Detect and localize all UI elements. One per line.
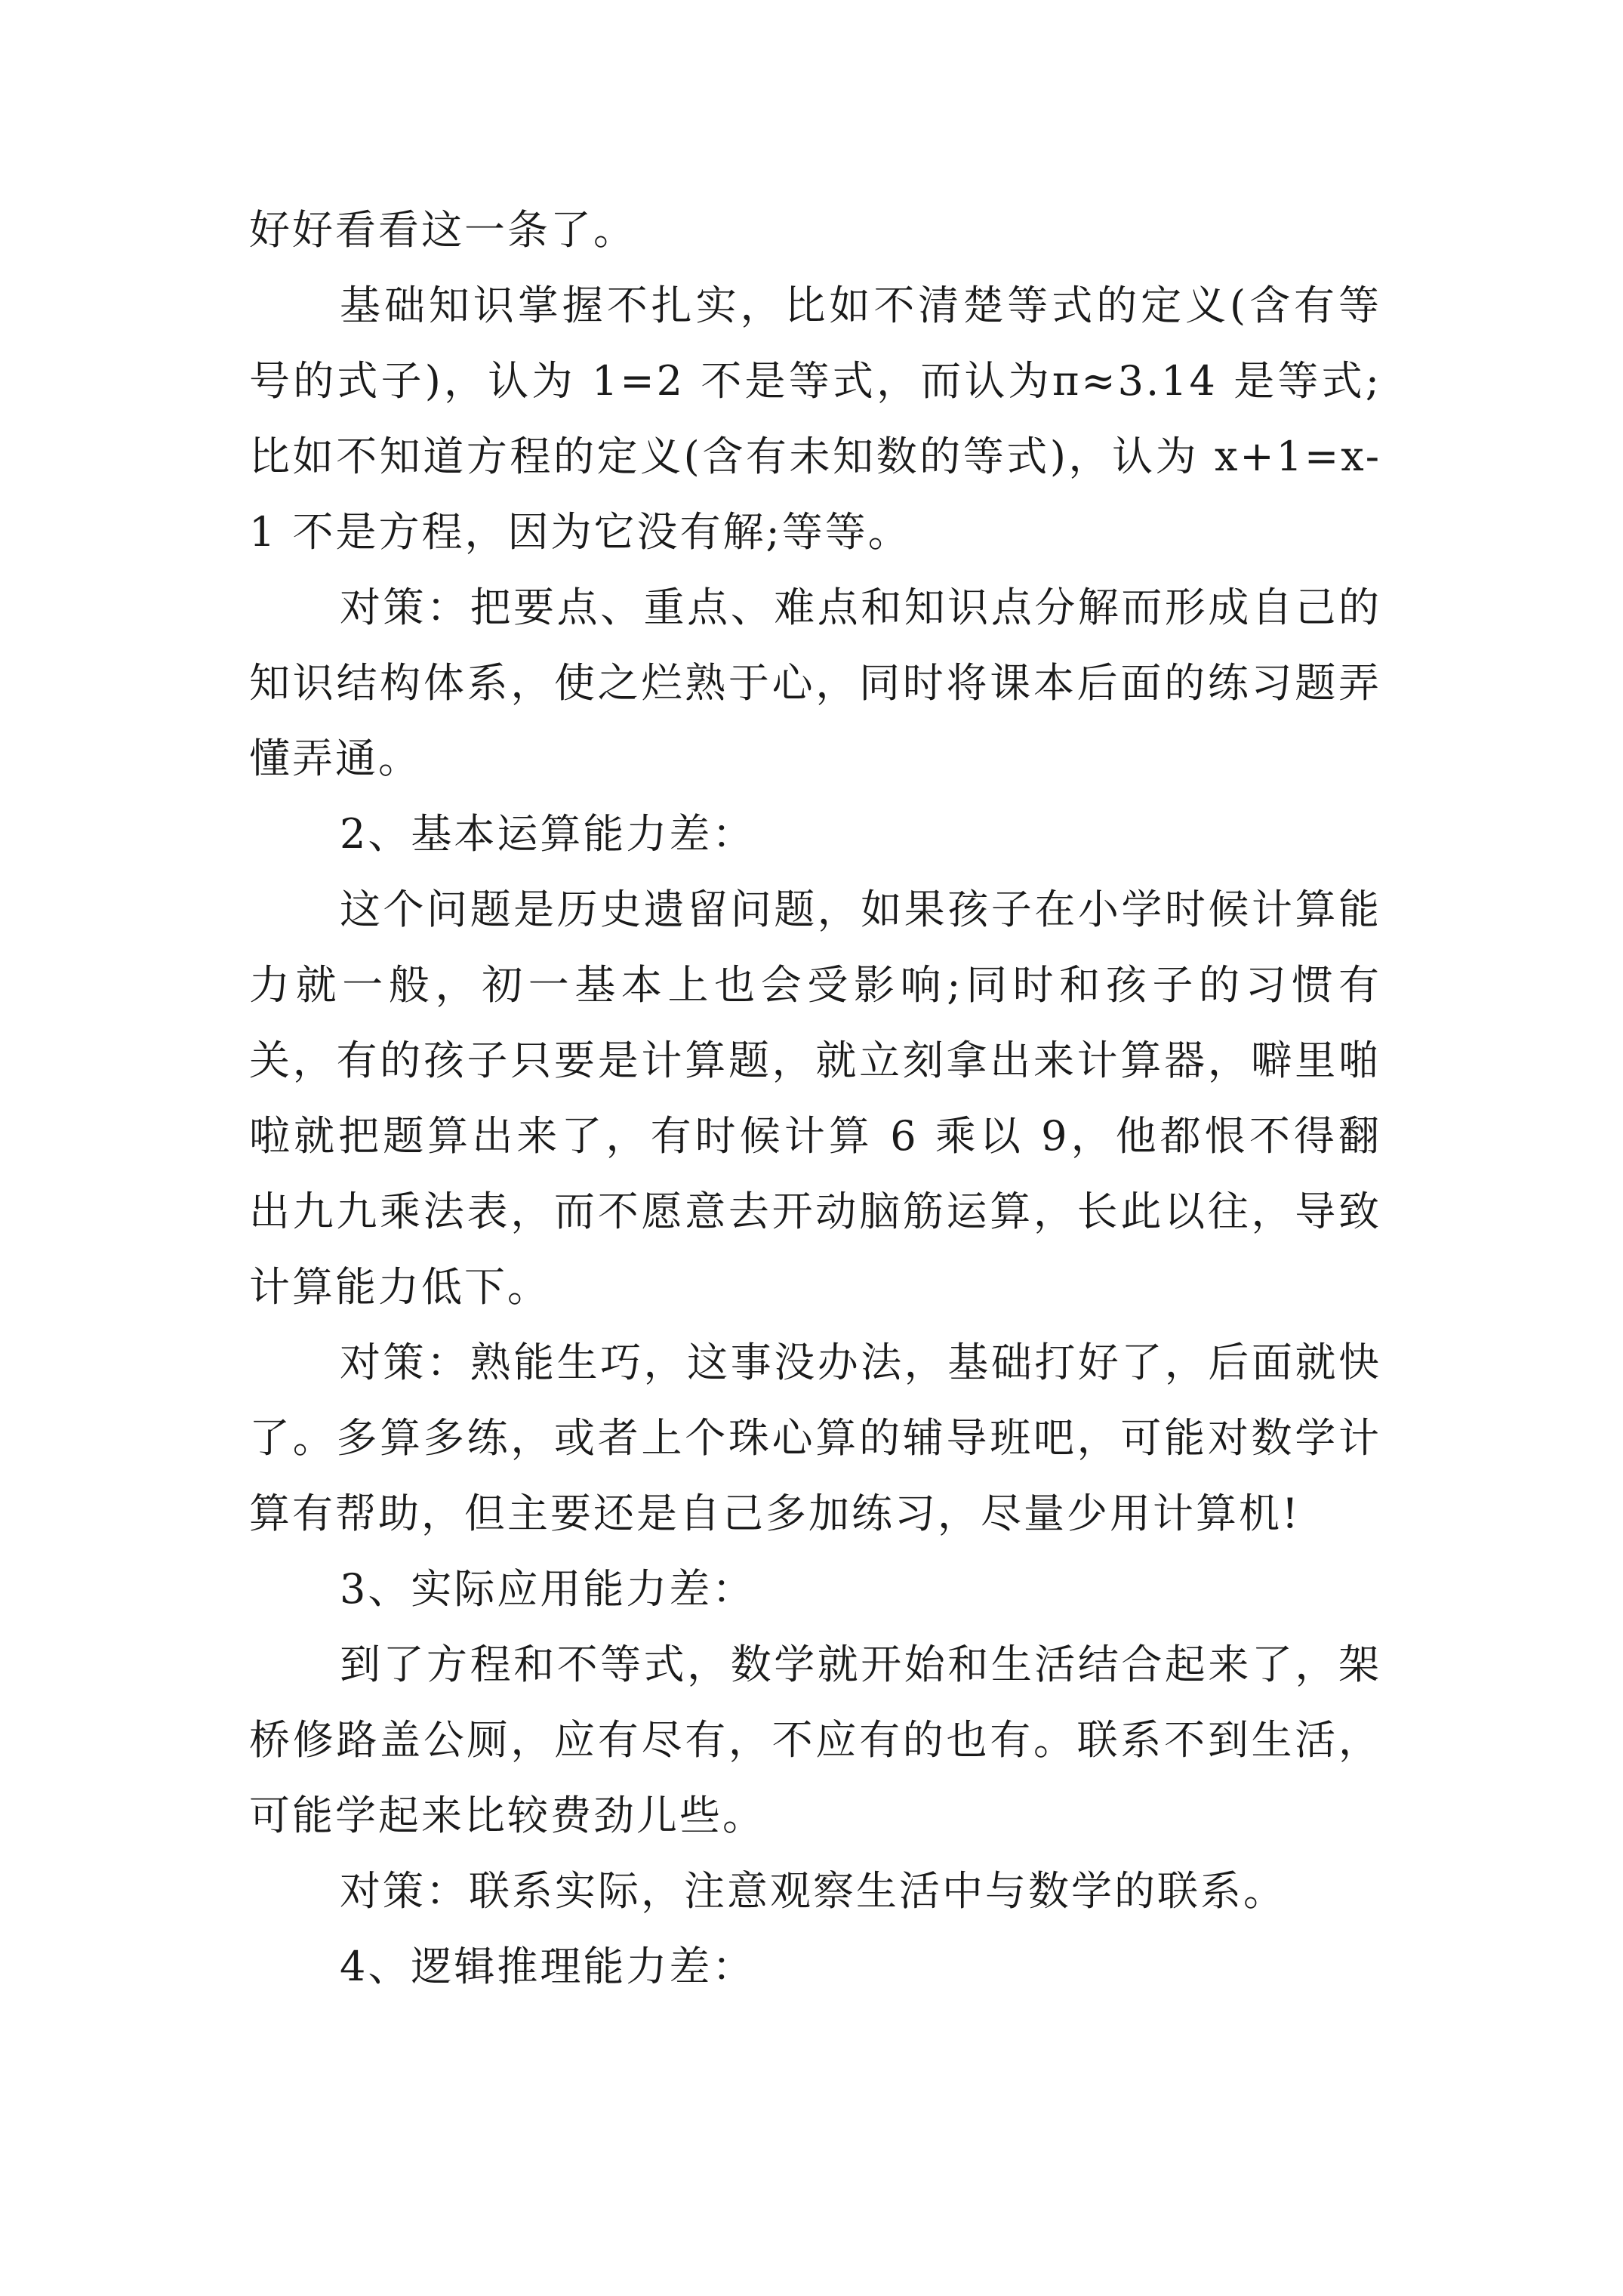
paragraph-countermeasure-3: 对策：联系实际，注意观察生活中与数学的联系。 — [340, 1867, 1286, 1915]
heading-item-4: 4、逻辑推理能力差： — [340, 1943, 756, 1990]
heading-item-2: 2、基本运算能力差： — [340, 810, 756, 858]
paragraph-countermeasure-2: 对策：熟能生巧，这事没办法，基础打好了，后面就快了。多算多练，或者上个珠心算的辅导班吧，可能对数学计算有帮助，但主要还是自己多加练习，尽量少用计算机! — [249, 1339, 1381, 1537]
heading-item-3: 3、实际应用能力差： — [340, 1565, 756, 1613]
paragraph-basic-knowledge: 基础知识掌握不扎实，比如不清楚等式的定义(含有等号的式子)，认为 1=2 不是等式，而认为π≈3.14 是等式;比如不知道方程的定义(含有未知数的等式)，认为 x+1=x-1 不是方程，因为它没有解;等等。 — [249, 282, 1381, 556]
document-body — [249, 193, 1381, 2005]
paragraph-application-issue: 到了方程和不等式，数学就开始和生活结合起来了，架桥修路盖公厕，应有尽有，不应有的也有。联系不到生活，可能学起来比较费劲儿些。 — [249, 1641, 1381, 1839]
paragraph-countermeasure-1: 对策：把要点、重点、难点和知识点分解而形成自己的知识结构体系，使之烂熟于心，同时将课本后面的练习题弄懂弄通。 — [249, 584, 1381, 782]
paragraph-continuation: 好好看看这一条了。 — [249, 206, 636, 254]
paragraph-calculation-issue: 这个问题是历史遗留问题，如果孩子在小学时候计算能力就一般，初一基本上也会受影响;同时和孩子的习惯有关，有的孩子只要是计算题，就立刻拿出来计算器，噼里啪啦就把题算出来了，有时候计算 6 乘以 9，他都恨不得翻出九九乘法表，而不愿意去开动脑筋运算，长此以往，导致计算能力低下。 — [249, 886, 1381, 1311]
